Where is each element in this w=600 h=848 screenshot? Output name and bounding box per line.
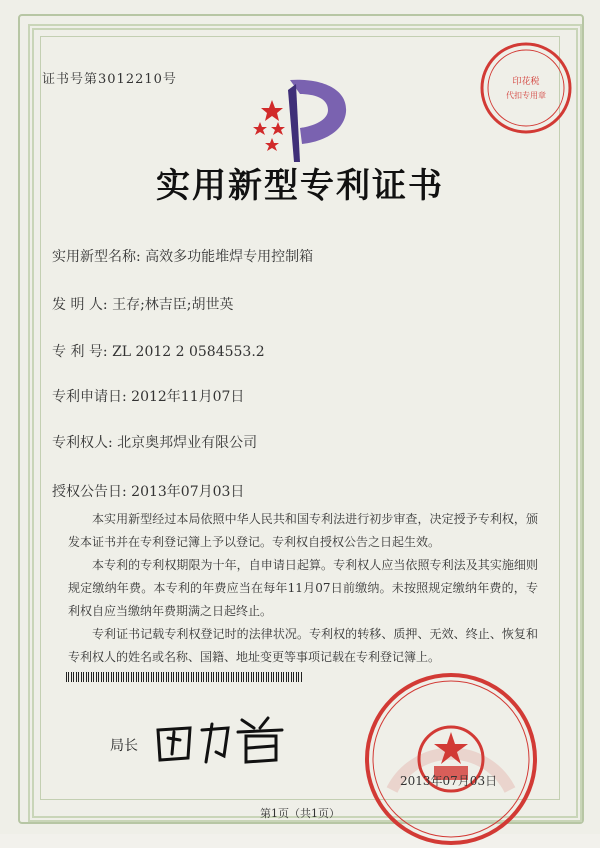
body-paragraph: 本实用新型经过本局依照中华人民共和国专利法进行初步审查，决定授予专利权，颁发本证书并在专利登记簿上予以登记。专利权自授权公告之日起生效。 [68, 512, 538, 549]
stamp-duty-seal [474, 36, 578, 140]
certificate-number: 证书号第3012210号 [42, 72, 177, 87]
certificate-body [68, 508, 538, 669]
body-paragraph: 本专利的专利权期限为十年，自申请日起算。专利权人应当依照专利法及其实施细则规定缴纳年费。本专利的年费应当在每年11月07日前缴纳。未按照规定缴纳年费的，专利权自应当缴纳年费期满之日起终止。 [68, 558, 538, 618]
grant-date-label: 授权公告日: [52, 484, 127, 500]
patent-office-logo [250, 70, 360, 165]
grant-date-value: 2013年07月03日 [131, 484, 245, 500]
patent-number-label: 专 利 号: [52, 344, 108, 360]
application-date-label: 专利申请日: [52, 389, 127, 405]
director-label: 局长 [110, 738, 138, 754]
seal-top-line-1: 印花税 [512, 77, 540, 87]
barcode [66, 672, 302, 682]
utility-model-name-label: 实用新型名称: [52, 249, 141, 265]
patentee-row [52, 432, 257, 452]
utility-model-name-row [52, 246, 313, 266]
inventors-label: 发 明 人: [52, 297, 108, 313]
patentee-value: 北京奥邦焊业有限公司 [117, 435, 258, 451]
patentee-label: 专利权人: [52, 435, 113, 451]
utility-model-name-value: 高效多功能堆焊专用控制箱 [145, 249, 314, 265]
grant-date-row [52, 481, 244, 501]
certificate-title: 实用新型专利证书 [156, 166, 444, 206]
patent-office-seal [362, 670, 540, 848]
patent-number-row [52, 341, 265, 361]
application-date-value: 2012年11月07日 [131, 389, 245, 405]
inventors-value: 王存;林吉臣;胡世英 [112, 297, 234, 313]
seal-date: 2013年07月03日 [400, 774, 498, 788]
inventors-row [52, 294, 234, 314]
director-signature [150, 700, 300, 770]
body-paragraph: 专利证书记载专利权登记时的法律状况。专利权的转移、质押、无效、终止、恢复和专利权人的姓名或名称、国籍、地址变更等事项记载在专利登记簿上。 [68, 627, 538, 664]
patent-number-value: ZL 2012 2 0584553.2 [112, 344, 265, 360]
application-date-row [52, 386, 244, 406]
seal-top-line-2: 代扣专用章 [506, 91, 546, 100]
page-number: 第1页（共1页） [260, 807, 340, 820]
